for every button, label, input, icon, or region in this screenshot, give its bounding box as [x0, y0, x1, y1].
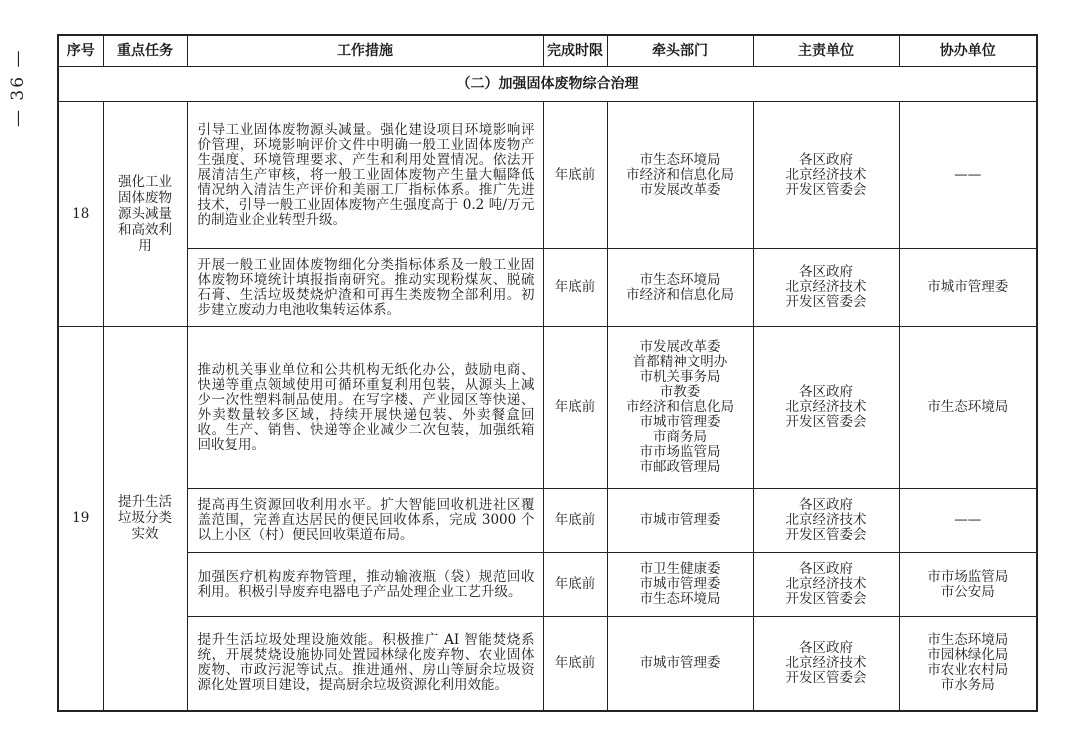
assist-unit: 市城市管理委 — [927, 279, 1009, 295]
assist-unit-dash: —— — [954, 512, 982, 528]
deadline-cell: 年底前 — [543, 102, 607, 249]
responsible-unit: 各区政府 — [799, 264, 853, 280]
header-deadline: 完成时限 — [543, 35, 607, 67]
responsible-unit: 各区政府 — [799, 497, 853, 513]
header-measures: 工作措施 — [187, 35, 543, 67]
task-cell — [103, 327, 187, 711]
assist-cell — [899, 327, 1037, 489]
responsible-unit: 北京经济技术 — [785, 166, 867, 183]
measure-text: 引导工业固体废物源头减量。强化建设项目环境影响评价管理，环境影响评价文件中明确一般工业固体废物产生强度、环境管理要求、产生和利用处置情况。依法开展清洁生产审核，将一般工业固体废物产生量大幅降低情况纳入清洁生产评价和美丽工厂指标体系。推广先进技术，引导一般工业固体废物产生强度高于 0.2 吨/万元的制造业企业转型升级。 — [187, 102, 543, 249]
responsible-unit: 开发区管委会 — [785, 414, 867, 430]
lead-dept: 市发展改革委 — [639, 181, 721, 198]
responsible-unit: 各区政府 — [799, 151, 853, 168]
responsible-cell — [753, 102, 899, 249]
lead-dept-cell — [607, 489, 753, 553]
assist-cell — [899, 617, 1037, 711]
responsible-unit: 各区政府 — [799, 639, 853, 656]
header-no: 序号 — [58, 35, 103, 67]
lead-dept: 市市场监管局 — [639, 444, 721, 460]
header-task: 重点任务 — [103, 35, 187, 67]
assist-unit: 市生态环境局 — [927, 399, 1009, 415]
lead-dept: 市城市管理委 — [639, 512, 721, 528]
assist-unit: 市农业农村局 — [927, 662, 1009, 679]
responsible-unit: 北京经济技术 — [785, 279, 867, 295]
responsible-unit: 开发区管委会 — [785, 294, 867, 310]
lead-dept: 市经济和信息化局 — [626, 399, 734, 415]
assist-unit: 市水务局 — [940, 677, 995, 694]
header-lead: 牵头部门 — [607, 35, 753, 67]
deadline-cell: 年底前 — [543, 489, 607, 553]
lead-dept: 市机关事务局 — [639, 369, 721, 385]
responsible-unit: 各区政府 — [799, 561, 853, 577]
row-number: 18 — [58, 102, 103, 327]
lead-dept-cell — [607, 249, 753, 327]
responsible-cell — [753, 553, 899, 617]
section-row — [58, 67, 1037, 102]
responsible-unit: 开发区管委会 — [785, 181, 867, 198]
responsible-unit: 北京经济技术 — [785, 654, 867, 671]
table-row — [58, 617, 1037, 711]
header-responsible: 主责单位 — [753, 35, 899, 67]
lead-dept: 首都精神文明办 — [632, 354, 728, 370]
assist-cell — [899, 102, 1037, 249]
lead-dept-cell — [607, 102, 753, 249]
deadline-cell: 年底前 — [543, 617, 607, 711]
lead-dept: 市商务局 — [653, 429, 707, 445]
table-row — [58, 102, 1037, 249]
measure-text: 加强医疗机构废弃物管理，推动输液瓶（袋）规范回收利用。积极引导废弃电器电子产品处理企业工艺升级。 — [187, 553, 543, 617]
lead-dept: 市城市管理委 — [639, 414, 721, 430]
lead-dept: 市发展改革委 — [639, 339, 721, 355]
lead-dept: 市城市管理委 — [639, 654, 721, 671]
lead-dept-cell — [607, 553, 753, 617]
lead-dept: 市卫生健康委 — [639, 561, 721, 577]
measures-table — [57, 34, 1038, 712]
assist-unit: 市生态环境局 — [927, 632, 1009, 649]
responsible-cell — [753, 617, 899, 711]
assist-unit: 市园林绿化局 — [927, 647, 1009, 664]
assist-cell — [899, 553, 1037, 617]
table-row — [58, 553, 1037, 617]
task-text: 提升生活垃圾分类实效 — [118, 494, 172, 543]
deadline-cell: 年底前 — [543, 249, 607, 327]
assist-cell — [899, 249, 1037, 327]
responsible-unit: 北京经济技术 — [785, 399, 867, 415]
assist-unit-dash: —— — [954, 166, 982, 183]
responsible-unit: 北京经济技术 — [785, 512, 867, 528]
assist-unit: 市市场监管局 — [927, 568, 1009, 585]
task-cell — [103, 102, 187, 327]
deadline-cell: 年底前 — [543, 553, 607, 617]
lead-dept: 市经济和信息化局 — [626, 166, 734, 183]
lead-dept: 市邮政管理局 — [639, 459, 721, 475]
measure-text: 开展一般工业固体废物细化分类指标体系及一般工业固体废物环境统计填报指南研究。推动实现粉煤灰、脱硫石膏、生活垃圾焚烧炉渣和可再生类废物全部利用。初步建立废动力电池收集转运体系。 — [187, 249, 543, 327]
responsible-unit: 开发区管委会 — [785, 669, 867, 686]
page-number: — 36 — — [8, 48, 28, 128]
assist-cell — [899, 489, 1037, 553]
lead-dept: 市生态环境局 — [639, 271, 721, 288]
section-title: （二）加强固体废物综合治理 — [58, 67, 1037, 102]
lead-dept: 市生态环境局 — [639, 591, 721, 607]
task-text: 强化工业固体废物源头减量和高效利用 — [118, 174, 172, 254]
measure-text: 推动机关事业单位和公共机构无纸化办公，鼓励电商、快递等重点领域使用可循环重复利用包装，从源头上减少一次性塑料制品使用。在写字楼、产业园区等快递、外卖数量较多区域，持续开展快递包装、外卖餐盒回收。生产、销售、快递等企业减少二次包装，加强纸箱回收复用。 — [187, 327, 543, 489]
deadline-cell: 年底前 — [543, 327, 607, 489]
lead-dept-cell — [607, 617, 753, 711]
lead-dept: 市城市管理委 — [639, 576, 721, 592]
responsible-unit: 北京经济技术 — [785, 576, 867, 592]
responsible-unit: 各区政府 — [799, 384, 853, 400]
responsible-unit: 开发区管委会 — [785, 527, 867, 543]
lead-dept-cell — [607, 327, 753, 489]
header-assist: 协办单位 — [899, 35, 1037, 67]
responsible-cell — [753, 327, 899, 489]
lead-dept: 市教委 — [659, 384, 701, 400]
table-row — [58, 489, 1037, 553]
responsible-cell — [753, 489, 899, 553]
lead-dept: 市经济和信息化局 — [626, 286, 734, 303]
table-row — [58, 249, 1037, 327]
lead-dept: 市生态环境局 — [639, 151, 721, 168]
responsible-unit: 开发区管委会 — [785, 591, 867, 607]
responsible-cell — [753, 249, 899, 327]
table-row — [58, 327, 1037, 489]
header-row — [58, 35, 1037, 67]
measure-text: 提高再生资源回收利用水平。扩大智能回收机进社区覆盖范围，完善直达居民的便民回收体系，完成 3000 个以上小区（村）便民回收渠道布局。 — [187, 489, 543, 553]
measure-text: 提升生活垃圾处理设施效能。积极推广 AI 智能焚烧系统，开展焚烧设施协同处置园林绿化废弃物、农业固体废物、市政污泥等试点。推进通州、房山等厨余垃圾资源化处置项目建设，提高厨余垃圾资源化利用效能。 — [187, 617, 543, 711]
row-number: 19 — [58, 327, 103, 711]
assist-unit: 市公安局 — [940, 583, 995, 600]
